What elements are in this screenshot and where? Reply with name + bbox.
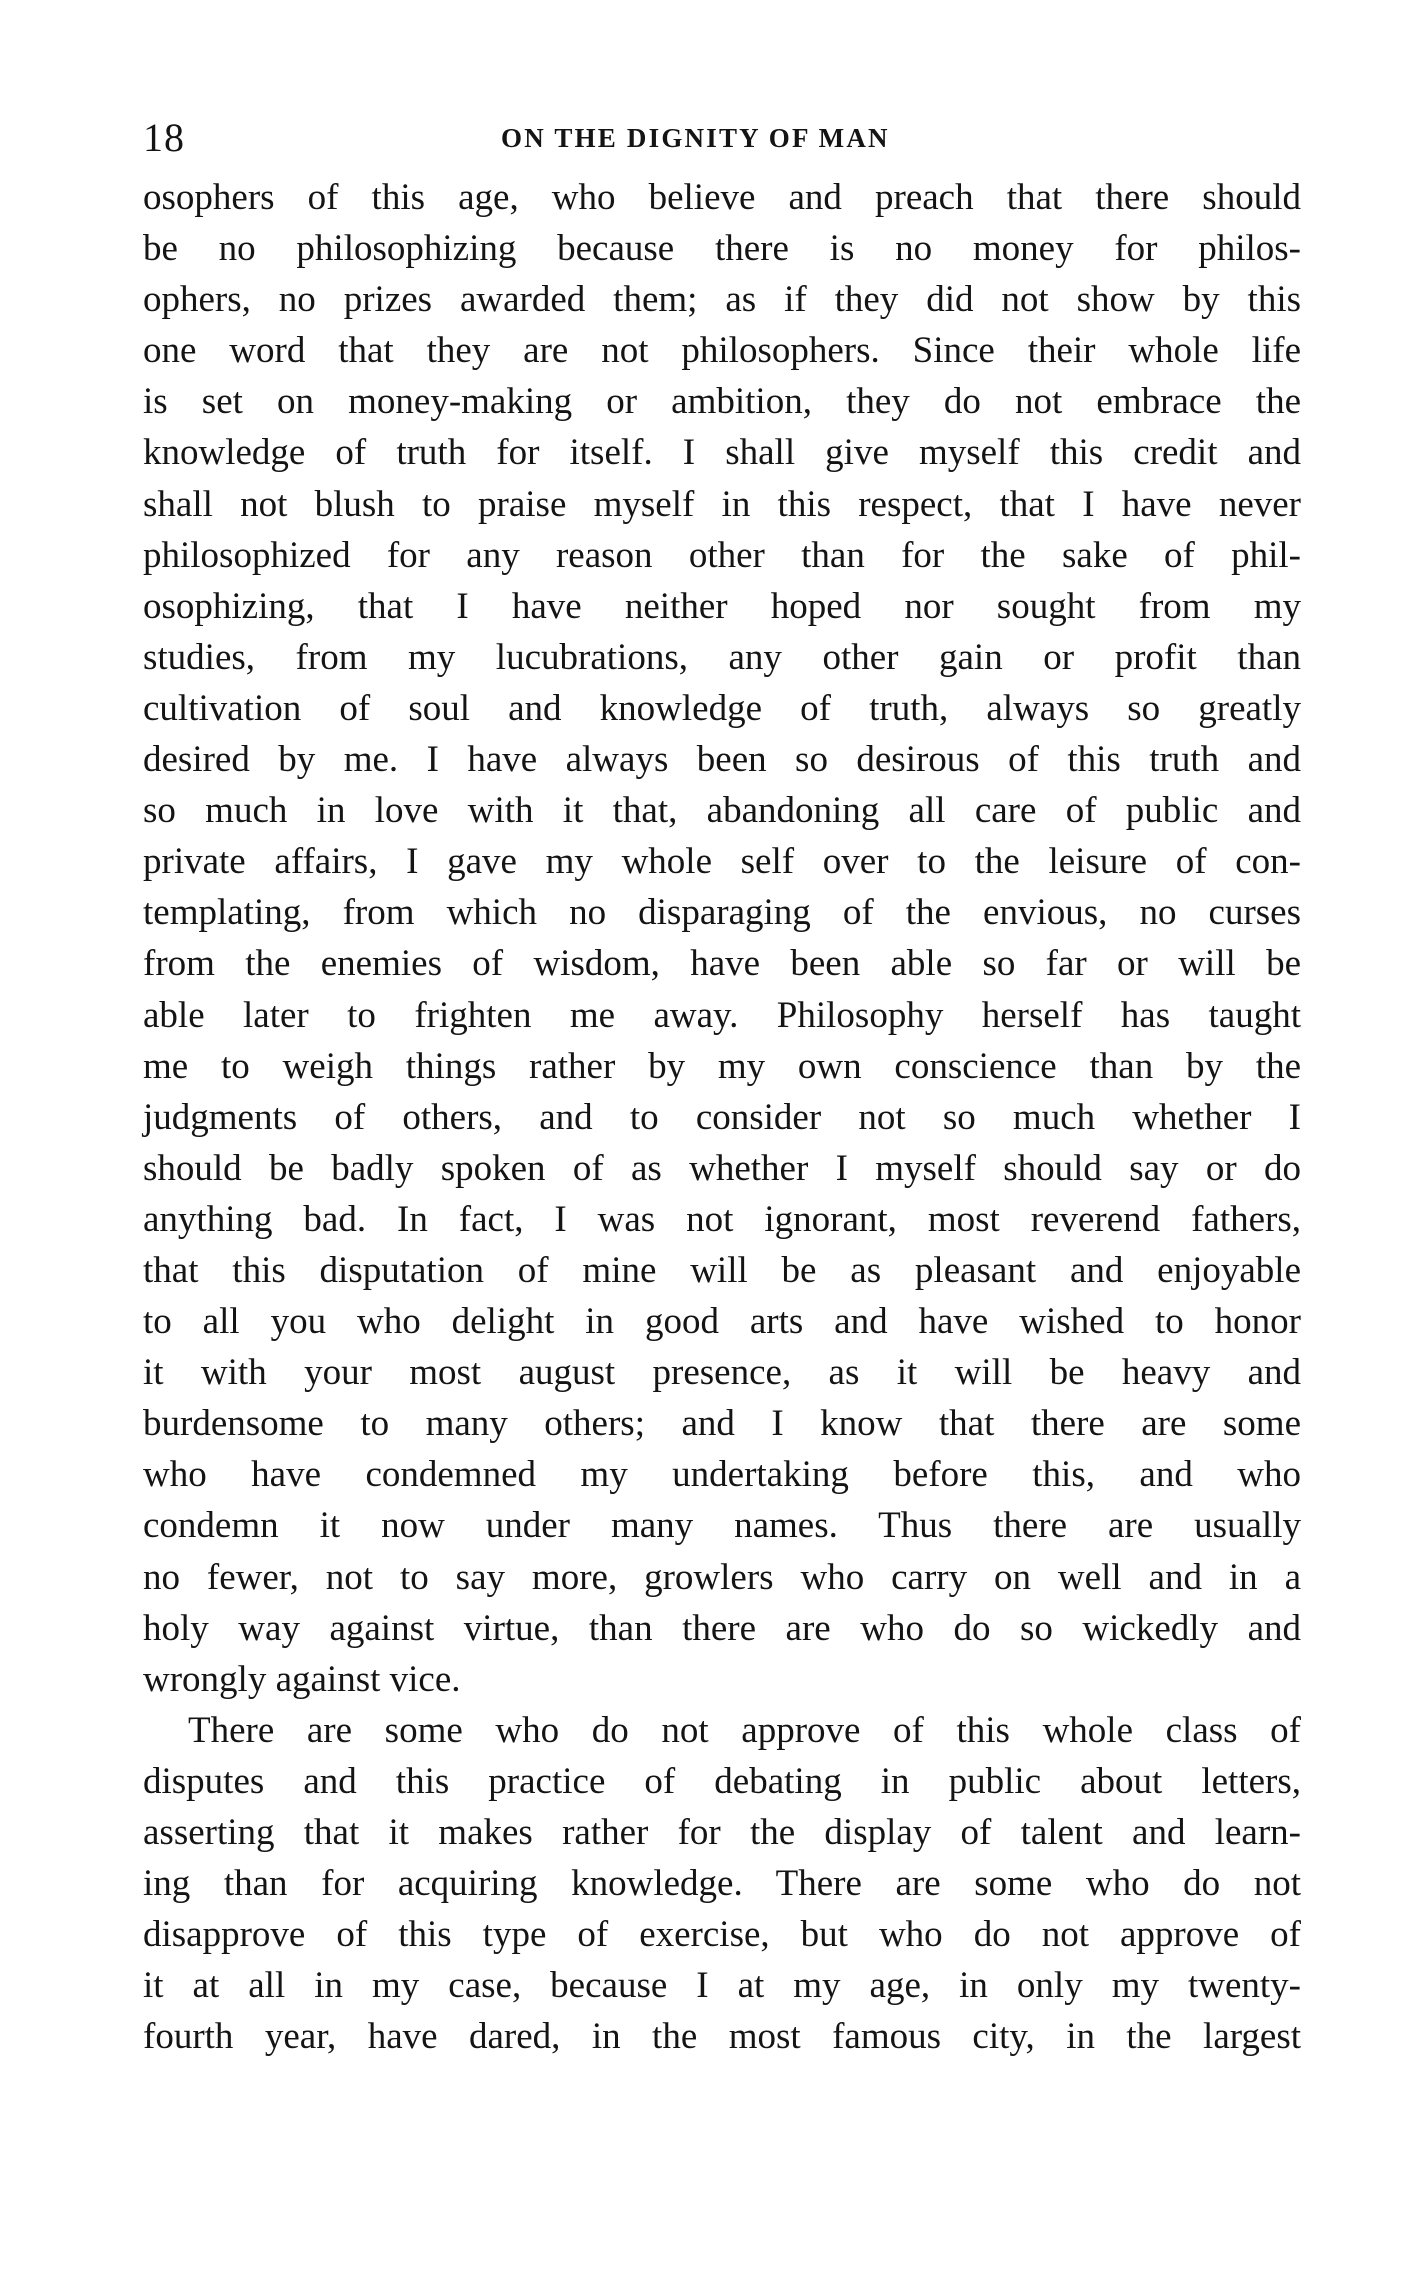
text-line: holy way against virtue, than there are who do so wickedly and [143, 1607, 1301, 1649]
page-header [143, 108, 1301, 168]
text-line: desired by me. I have always been so desirous of this truth and [143, 739, 1301, 781]
text-line: should be badly spoken of as whether I myself should say or do [143, 1147, 1301, 1189]
text-line: asserting that it makes rather for the display of talent and learn- [143, 1812, 1301, 1853]
text-line: so much in love with it that, abandoning all care of public and [143, 790, 1301, 832]
text-line: it with your most august presence, as it will be heavy and [143, 1352, 1301, 1394]
text-line: to all you who delight in good arts and have wished to honor [143, 1301, 1301, 1343]
text-line: ophers, no prizes awarded them; as if they did not show by this [143, 279, 1301, 321]
text-line: ing than for acquiring knowledge. There are some who do not [143, 1863, 1301, 1905]
text-line: shall not blush to praise myself in this respect, that I have never [143, 483, 1301, 525]
text-line: disapprove of this type of exercise, but who do not approve of [143, 1914, 1301, 1956]
text-line: knowledge of truth for itself. I shall give myself this credit and [143, 432, 1301, 474]
text-line: cultivation of soul and knowledge of truth, always so greatly [143, 687, 1301, 729]
text-line: wrongly against vice. [143, 1658, 461, 1700]
text-line: be no philosophizing because there is no money for philos- [143, 228, 1301, 270]
text-line: fourth year, have dared, in the most famous city, in the largest [143, 2016, 1301, 2058]
text-line: studies, from my lucubrations, any other gain or profit than [143, 636, 1301, 678]
text-line: me to weigh things rather by my own conscience than by the [143, 1045, 1301, 1087]
text-line: that this disputation of mine will be as pleasant and enjoyable [143, 1249, 1301, 1291]
text-line: judgments of others, and to consider not so much whether I [143, 1096, 1301, 1138]
text-line: private affairs, I gave my whole self over to the leisure of con- [143, 841, 1301, 883]
text-line: osophizing, that I have neither hoped nor sought from my [143, 585, 1301, 627]
text-line: philosophized for any reason other than for the sake of phil- [143, 534, 1301, 576]
running-head: ON THE DIGNITY OF MAN [501, 123, 890, 153]
text-line: disputes and this practice of debating in public about letters, [143, 1760, 1301, 1802]
paragraph [143, 172, 1301, 1705]
text-line: no fewer, not to say more, growlers who carry on well and in a [143, 1556, 1301, 1598]
text-line: osophers of this age, who believe and preach that there should [143, 177, 1301, 218]
text-line: from the enemies of wisdom, have been able so far or will be [143, 943, 1301, 985]
text-line: There are some who do not approve of this whole class of [188, 1709, 1301, 1751]
text-line: is set on money-making or ambition, they do not embrace the [143, 381, 1301, 423]
text-line: condemn it now under many names. Thus there are usually [143, 1505, 1301, 1547]
paragraph [143, 1705, 1301, 2063]
page-number: 18 [143, 115, 185, 160]
text-line: templating, from which no disparaging of the envious, no curses [143, 892, 1301, 934]
text-line: burdensome to many others; and I know that there are some [143, 1403, 1301, 1445]
text-line: one word that they are not philosophers. Since their whole life [143, 330, 1301, 372]
text-line: anything bad. In fact, I was not ignorant, most reverend fathers, [143, 1198, 1301, 1240]
body-text [143, 172, 1301, 2062]
text-line: able later to frighten me away. Philosophy herself has taught [143, 994, 1301, 1036]
text-line: who have condemned my undertaking before this, and who [143, 1454, 1301, 1496]
text-line: it at all in my case, because I at my age, in only my twenty- [143, 1965, 1301, 2007]
